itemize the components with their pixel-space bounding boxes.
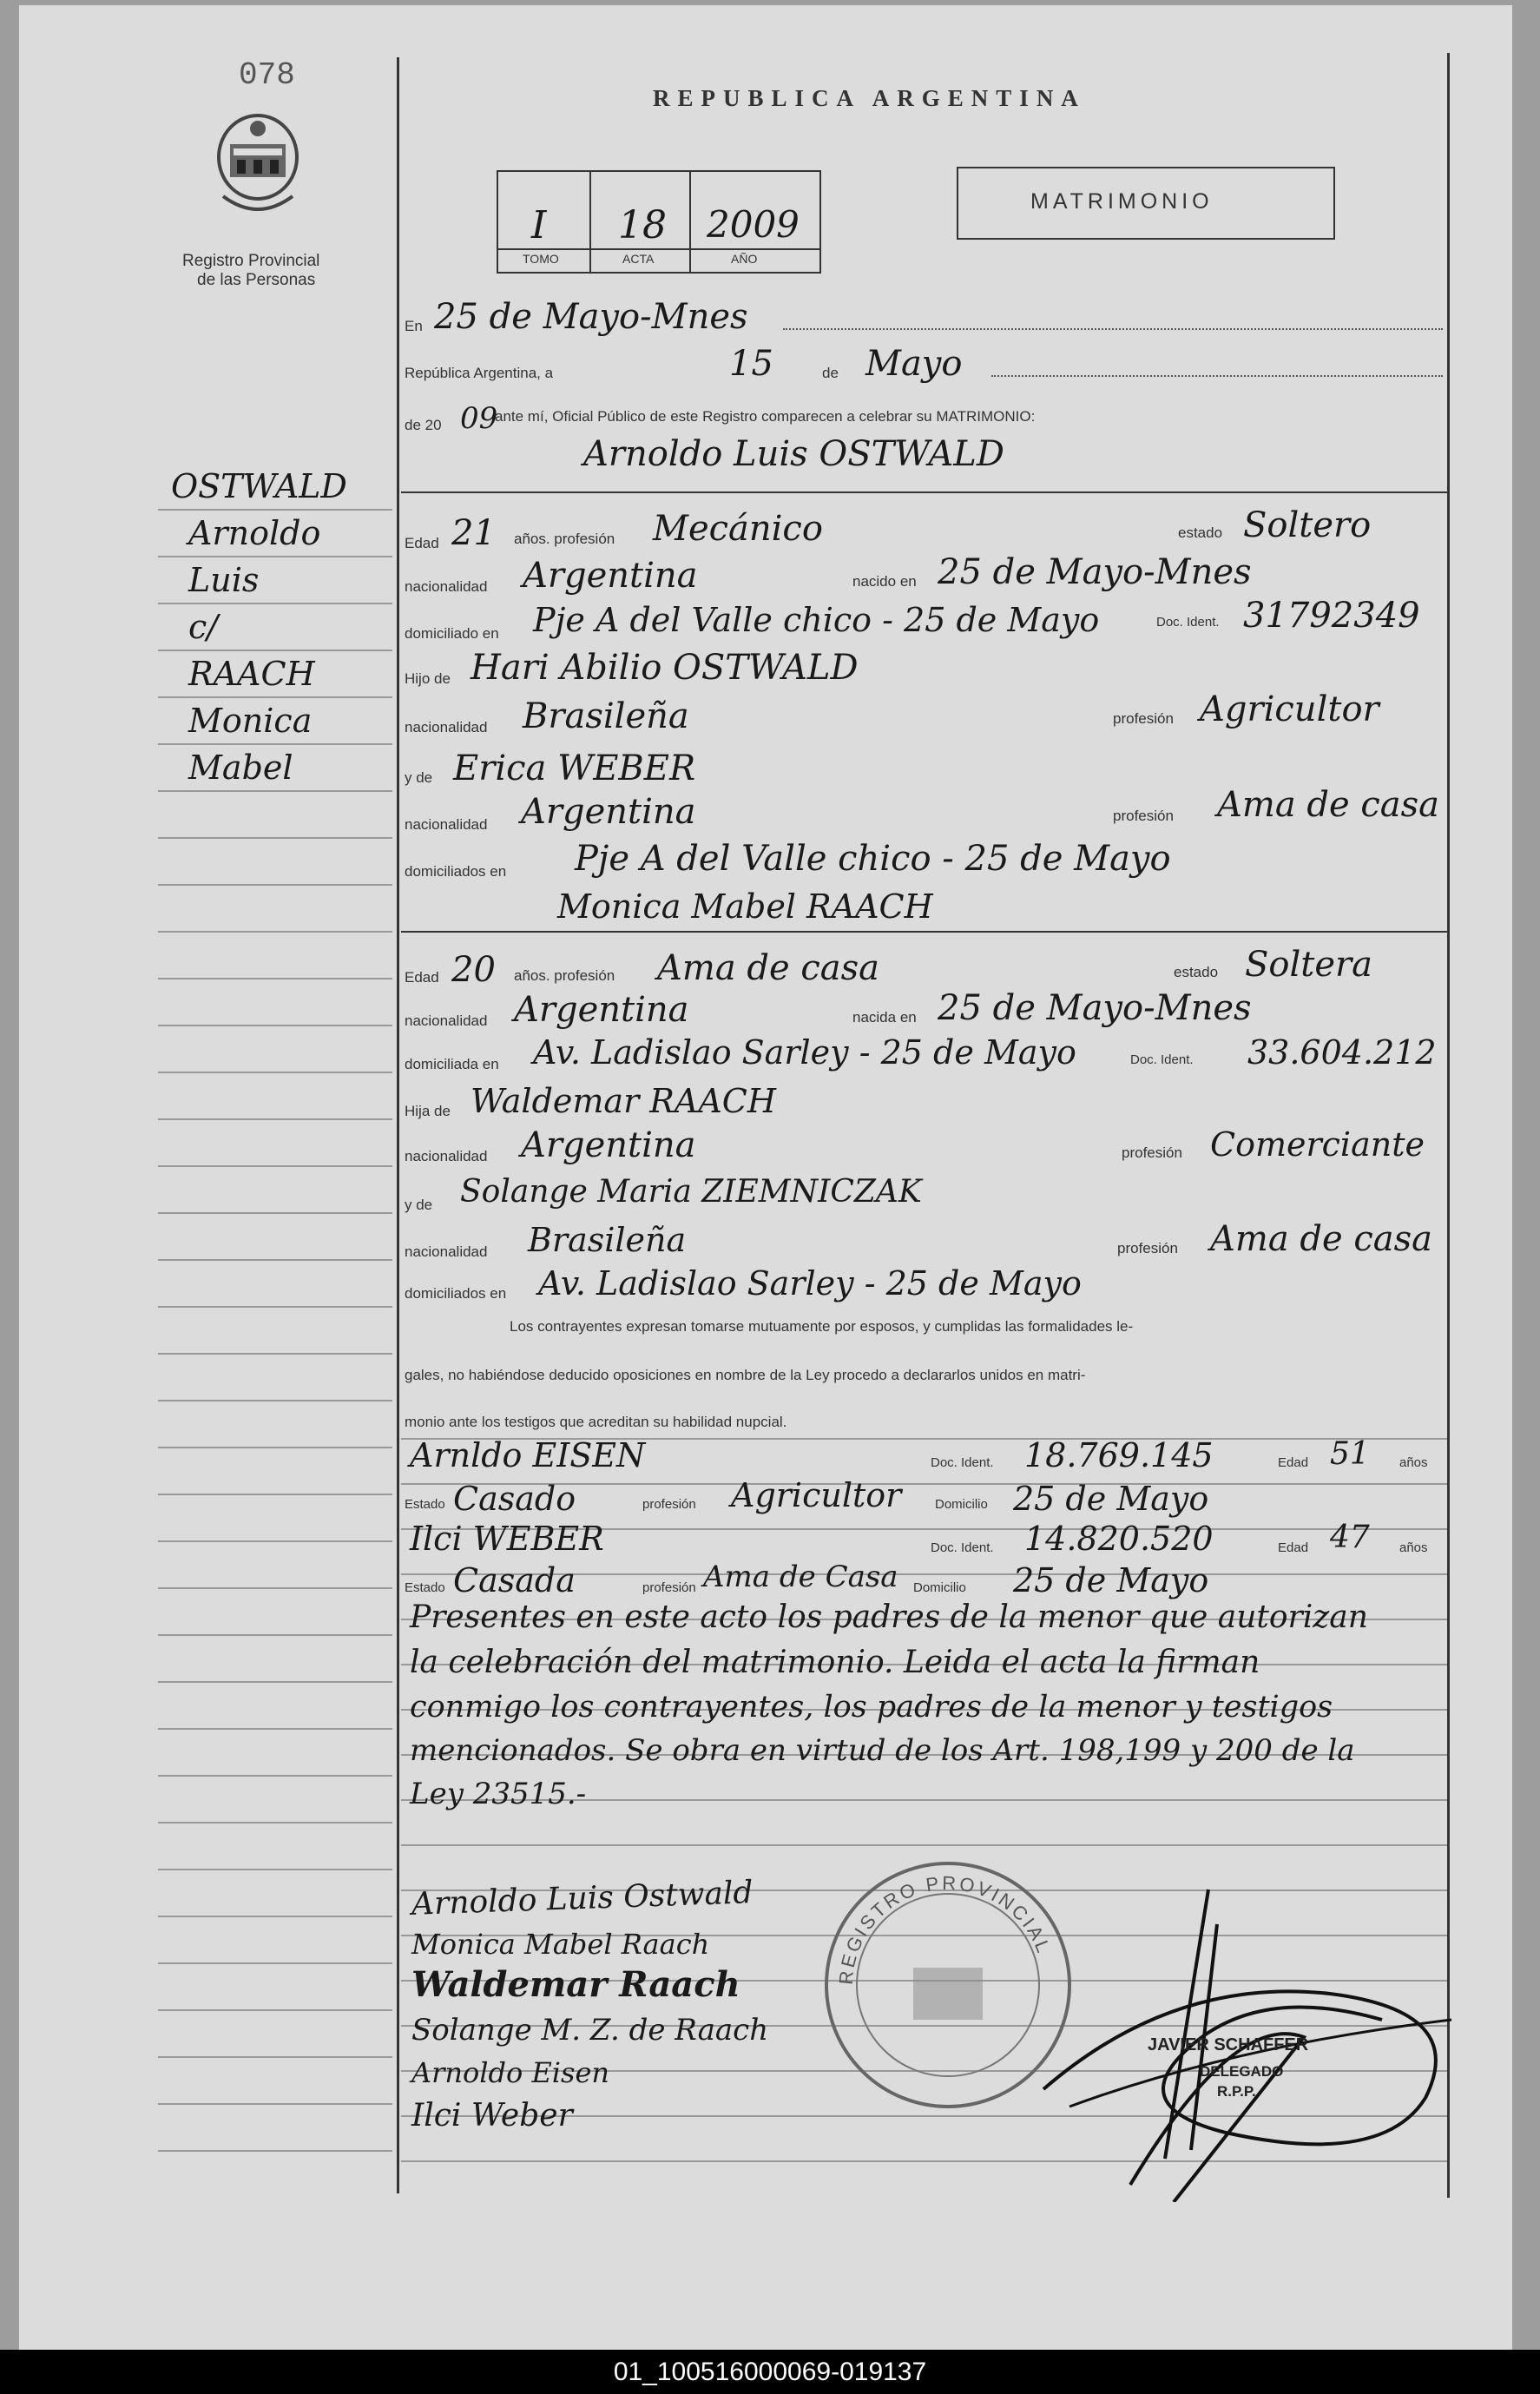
witness1-edad: 51: [1330, 1436, 1370, 1472]
groom-parents-dom: Pje A del Valle chico - 25 de Mayo: [575, 839, 1171, 879]
image-id-footer: 01_100516000069-019137: [0, 2350, 1540, 2394]
notes-line-4: mencionados. Se obra en virtud de los Art. 198,199 y 200 de la: [410, 1733, 1355, 1768]
intro-place: 25 de Mayo-Mnes: [434, 297, 748, 337]
groom-estado: Soltero: [1243, 505, 1372, 545]
margin-rule: [158, 1775, 392, 1777]
margin-name-line: Mabel: [188, 749, 293, 787]
section-rule: [401, 931, 1447, 933]
groom-father-nac: Brasileña: [523, 696, 689, 736]
margin-rule: [158, 1165, 392, 1167]
margin-rule: [158, 1634, 392, 1636]
bride-nacida-en: 25 de Mayo-Mnes: [938, 988, 1252, 1028]
groom-father-nac-label: nacionalidad: [405, 719, 488, 735]
margin-rule: [158, 837, 392, 839]
tomo-value: I: [531, 203, 547, 247]
witness1-prof-label: profesión: [642, 1497, 696, 1512]
bride-doc: 33.604.212: [1247, 1033, 1437, 1072]
margin-rule: [158, 978, 392, 979]
bride-parents-dom: Av. Ladislao Sarley - 25 de Mayo: [538, 1264, 1082, 1303]
margin-rule: [158, 1540, 392, 1542]
bride-mother-prof: Ama de casa: [1210, 1219, 1432, 1259]
groom-mother-prof: Ama de casa: [1217, 785, 1439, 825]
margin-rule: [158, 1494, 392, 1495]
margin-rule: [158, 1822, 392, 1824]
groom-nacido-label: nacido en: [852, 573, 917, 590]
margin-rule: [158, 603, 392, 604]
column-divider: [397, 57, 399, 2193]
groom-yde-label: y de: [405, 769, 433, 786]
margin-rule: [158, 1587, 392, 1589]
margin-rule: [158, 1353, 392, 1355]
country-title: REPUBLICA ARGENTINA: [653, 85, 1086, 111]
signature-5: Arnoldo Eisen: [411, 2056, 609, 2089]
acta-label: ACTA: [622, 252, 655, 266]
margin-name-line: RAACH: [188, 655, 315, 693]
bride-father-nac: Argentina: [521, 1125, 696, 1165]
groom-profesion: Mecánico: [653, 509, 823, 549]
groom-mother-prof-label: profesión: [1113, 808, 1174, 824]
margin-rule: [158, 1212, 392, 1214]
box-divider: [498, 248, 819, 250]
year-suffix: 09: [460, 401, 498, 436]
signature-3: Waldemar Raach: [411, 1964, 740, 2005]
margin-rule: [158, 1306, 392, 1308]
bride-father-nac-label: nacionalidad: [405, 1148, 488, 1164]
margin-rule: [158, 1447, 392, 1448]
witness2-edad: 47: [1330, 1520, 1370, 1555]
bride-doms-label: domiciliados en: [405, 1285, 507, 1302]
witness2-profesion: Ama de Casa: [703, 1560, 898, 1594]
notes-line-5: Ley 23515.-: [410, 1777, 587, 1811]
intro-statement: ante mí, Oficial Público de este Registro comparecen a celebrar su MATRIMONIO:: [495, 408, 1036, 425]
acta-value: 18: [618, 203, 667, 247]
declaration-line-1: Los contrayentes expresan tomarse mutuamente por esposos, y cumplidas las formalidades le-: [510, 1318, 1134, 1335]
notes-line-3: conmigo los contrayentes, los padres de la menor y testigos: [410, 1690, 1333, 1725]
groom-domicilio: Pje A del Valle chico - 25 de Mayo: [533, 601, 1100, 639]
bride-edad-label: Edad: [405, 969, 439, 986]
groom-mother-nac-label: nacionalidad: [405, 816, 488, 833]
section-rule: [401, 491, 1447, 493]
witness1-doc-label: Doc. Ident.: [931, 1455, 994, 1470]
margin-rule: [158, 1400, 392, 1401]
bride-father-prof: Comerciante: [1210, 1125, 1425, 1164]
bride-edad: 20: [451, 950, 496, 990]
margin-rule: [158, 1118, 392, 1120]
groom-mother-nac: Argentina: [521, 792, 696, 832]
bride-estado: Soltera: [1245, 945, 1372, 985]
anio-label: AÑO: [731, 252, 758, 266]
bride-father: Waldemar RAACH: [471, 1082, 777, 1120]
anio-value: 2009: [707, 203, 800, 246]
margin-rule: [158, 884, 392, 886]
declaration-line-2: gales, no habiéndose deducido oposiciones en nombre de la Ley procedo a declararlos unidos en matri-: [405, 1367, 1086, 1383]
groom-nacionalidad: Argentina: [523, 556, 698, 596]
margin-rule: [158, 2150, 392, 2152]
bride-dom-label: domiciliada en: [405, 1056, 499, 1072]
bride-doc-label: Doc. Ident.: [1130, 1052, 1194, 1067]
svg-text:JAVIER SCHAFFER: JAVIER SCHAFFER: [1148, 2035, 1309, 2054]
margin-rule: [158, 509, 392, 511]
registry-logo: [206, 109, 310, 231]
bride-mother-nac: Brasileña: [528, 1221, 687, 1259]
groom-doms-label: domiciliados en: [405, 863, 507, 880]
witness2-estado-label: Estado: [405, 1580, 445, 1595]
registry-label-1: Registro Provincial: [182, 252, 320, 270]
margin-rule: [158, 1869, 392, 1870]
signature-1: Arnoldo Luis Ostwald: [411, 1875, 754, 1922]
margin-rule: [158, 696, 392, 698]
margin-rule: [158, 1025, 392, 1026]
witness2-domicilio: 25 de Mayo: [1013, 1561, 1209, 1599]
act-type: MATRIMONIO: [1030, 189, 1214, 214]
page-number: 078: [239, 57, 295, 93]
witness2-doc: 14.820.520: [1024, 1520, 1214, 1558]
margin-name-line: Monica: [188, 702, 313, 740]
margin-rule: [158, 1072, 392, 1073]
official-signature: [1017, 1872, 1486, 2202]
bride-father-prof-label: profesión: [1122, 1144, 1182, 1161]
witness1-dom-label: Domicilio: [935, 1497, 988, 1512]
intro-month: Mayo: [865, 344, 963, 384]
bride-name: Monica Mabel RAACH: [557, 887, 933, 926]
groom-dom-label: domiciliado en: [405, 625, 499, 642]
groom-anos-label: años. profesión: [514, 531, 615, 547]
year-prefix: de 20: [405, 417, 442, 433]
margin-rule: [158, 1259, 392, 1261]
groom-nacido-en: 25 de Mayo-Mnes: [938, 552, 1252, 592]
margin-rule: [158, 1962, 392, 1964]
groom-name: Arnoldo Luis OSTWALD: [583, 434, 1004, 474]
margin-rule: [158, 790, 392, 792]
margin-rule: [158, 2056, 392, 2058]
groom-nac-label: nacionalidad: [405, 578, 488, 595]
bride-nac-label: nacionalidad: [405, 1012, 488, 1029]
witness1-estado: Casado: [453, 1480, 576, 1518]
groom-mother: Erica WEBER: [453, 749, 696, 788]
witness2-doc-label: Doc. Ident.: [931, 1540, 994, 1555]
svg-text:REGISTRO PROVINCIAL: REGISTRO PROVINCIAL: [834, 1871, 1056, 1986]
bride-profesion: Ama de casa: [657, 948, 879, 988]
signature-2: Monica Mabel Raach: [411, 1928, 710, 1961]
line: [783, 328, 1443, 330]
groom-father: Hari Abilio OSTWALD: [471, 648, 859, 688]
declaration-line-3: monio ante los testigos que acreditan su habilidad nupcial.: [405, 1414, 787, 1430]
bride-mother-prof-label: profesión: [1117, 1240, 1178, 1256]
margin-rule: [158, 1681, 392, 1683]
svg-text:R.P.P.: R.P.P.: [1217, 2083, 1256, 2100]
groom-edad: 21: [451, 513, 496, 553]
republica-label: República Argentina, a: [405, 365, 554, 381]
margin-rule: [158, 556, 392, 557]
bride-nacida-label: nacida en: [852, 1009, 917, 1026]
witness1-edad-label: Edad: [1278, 1455, 1309, 1470]
en-label: En: [405, 318, 423, 334]
bride-nacionalidad: Argentina: [514, 990, 689, 1030]
margin-name-line: OSTWALD: [171, 467, 347, 505]
margin-rule: [158, 2009, 392, 2011]
witness1-profesion: Agricultor: [731, 1476, 902, 1514]
bride-yde-label: y de: [405, 1197, 433, 1213]
witness1-estado-label: Estado: [405, 1497, 445, 1512]
margin-rule: [158, 2103, 392, 2105]
signature-6: Ilci Weber: [411, 2098, 573, 2133]
margin-rule: [158, 1916, 392, 1917]
svg-text:DELEGADO: DELEGADO: [1200, 2063, 1284, 2080]
groom-doc-label: Doc. Ident.: [1156, 615, 1220, 630]
witness2-edad-label: Edad: [1278, 1540, 1309, 1555]
bride-domicilio: Av. Ladislao Sarley - 25 de Mayo: [533, 1033, 1076, 1072]
witness2-estado: Casada: [453, 1561, 576, 1599]
margin-rule: [158, 1728, 392, 1730]
signature-4: Solange M. Z. de Raach: [411, 2013, 769, 2048]
margin-name-line: Arnoldo: [188, 514, 321, 552]
margin-name-line: Luis: [188, 561, 260, 599]
margin-rule: [158, 743, 392, 745]
notes-line-1: Presentes en este acto los padres de la menor que autorizan: [410, 1599, 1368, 1635]
groom-doc: 31792349: [1243, 596, 1420, 636]
groom-edad-label: Edad: [405, 535, 439, 551]
box-divider: [689, 170, 691, 272]
bride-mother: Solange Maria ZIEMNICZAK: [460, 1174, 922, 1210]
margin-name-line: c/: [188, 608, 219, 646]
bride-hija-label: Hija de: [405, 1103, 451, 1119]
witness2-dom-label: Domicilio: [913, 1580, 966, 1595]
registry-label-2: de las Personas: [197, 271, 316, 289]
groom-estado-label: estado: [1178, 524, 1223, 541]
margin-rule: [158, 650, 392, 651]
witness1-anos-label: años: [1399, 1455, 1428, 1470]
groom-father-prof-label: profesión: [1113, 710, 1174, 727]
witness1-domicilio: 25 de Mayo: [1013, 1480, 1209, 1518]
line: [991, 375, 1443, 377]
witness2-name: Ilci WEBER: [410, 1520, 604, 1558]
margin-rule: [158, 931, 392, 933]
bride-anos-label: años. profesión: [514, 967, 615, 984]
intro-day: 15: [729, 344, 773, 384]
tomo-label: TOMO: [523, 252, 559, 266]
witness2-prof-label: profesión: [642, 1580, 696, 1595]
groom-hijo-label: Hijo de: [405, 670, 451, 687]
notes-line-2: la celebración del matrimonio. Leida el acta la firman: [410, 1645, 1260, 1680]
groom-father-prof: Agricultor: [1200, 689, 1379, 729]
bride-mother-nac-label: nacionalidad: [405, 1243, 488, 1260]
witness1-name: Arnldo EISEN: [410, 1436, 646, 1474]
box-divider: [589, 170, 591, 272]
document-page: [19, 5, 1512, 2350]
witness1-doc: 18.769.145: [1024, 1436, 1214, 1474]
bride-estado-label: estado: [1174, 964, 1219, 980]
witness2-anos-label: años: [1399, 1540, 1428, 1555]
de-label: de: [822, 365, 839, 381]
